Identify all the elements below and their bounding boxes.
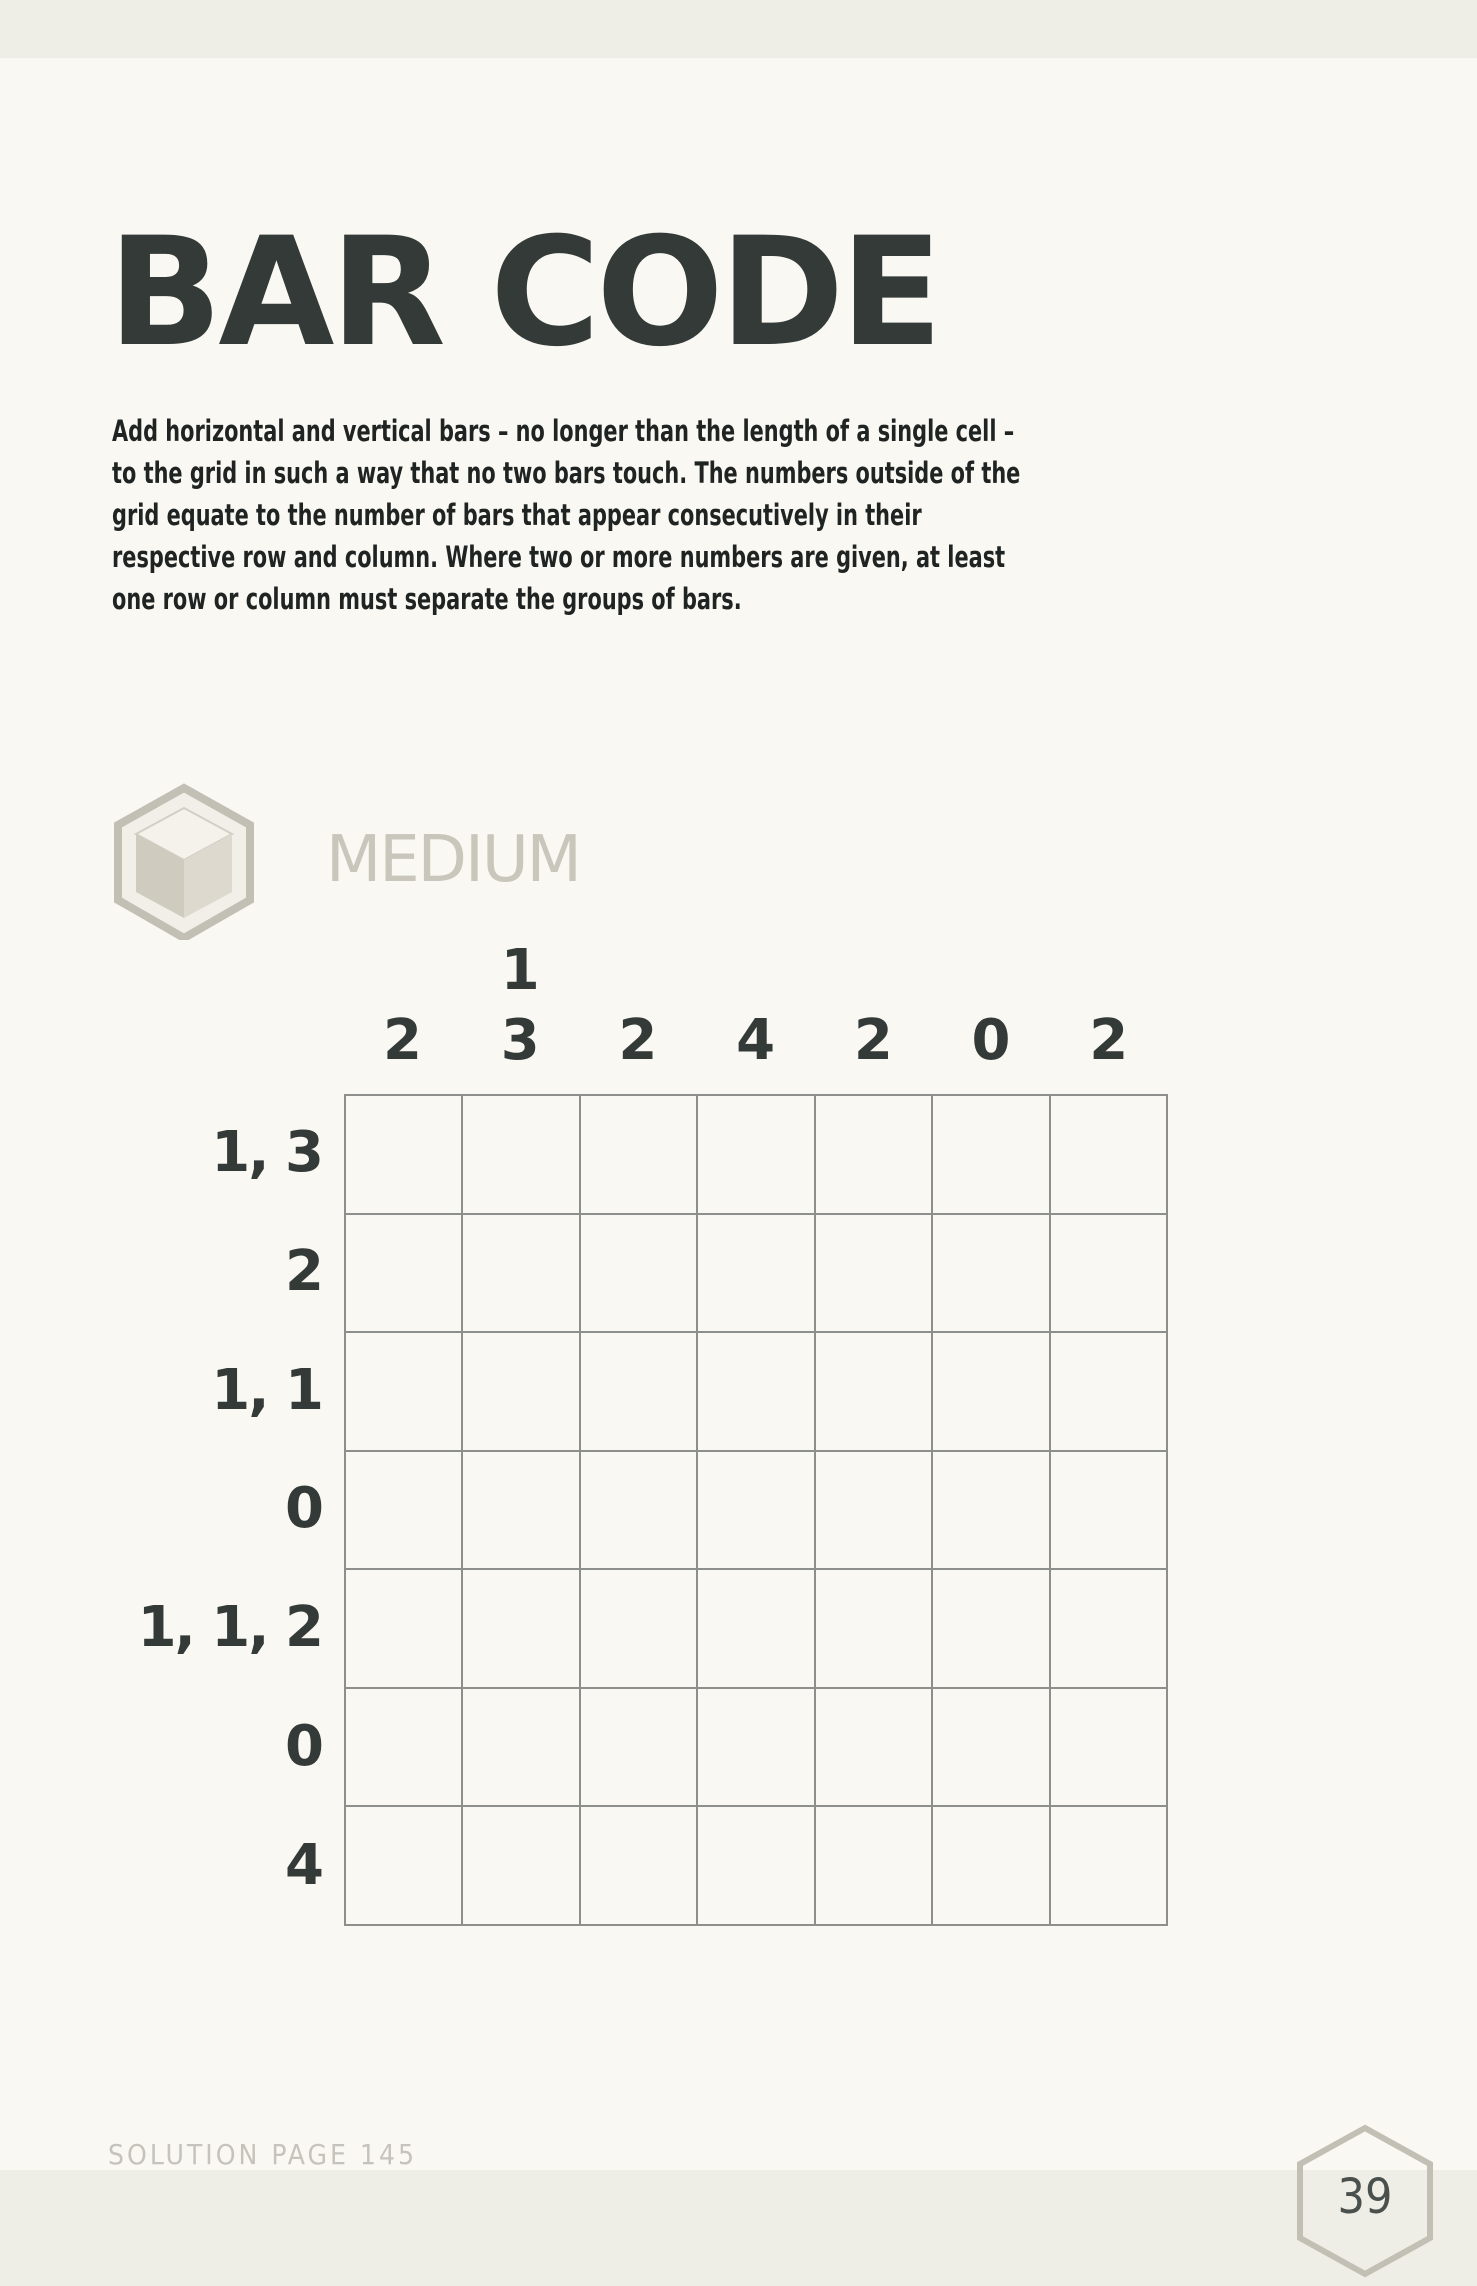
column-clue bbox=[933, 1006, 1050, 1076]
difficulty-label: MEDIUM bbox=[326, 823, 580, 897]
column-clue-number: 3 bbox=[500, 1008, 540, 1073]
solution-page-reference: SOLUTION PAGE 145 bbox=[108, 2138, 418, 2171]
grid-cell[interactable] bbox=[933, 1570, 1050, 1689]
grid-cell[interactable] bbox=[463, 1096, 580, 1215]
column-clue bbox=[579, 1006, 696, 1076]
grid-cell[interactable] bbox=[933, 1096, 1050, 1215]
row-clue: 0 bbox=[285, 1714, 322, 1779]
grid-cell[interactable] bbox=[1051, 1215, 1168, 1334]
grid-cell[interactable] bbox=[698, 1333, 815, 1452]
grid-cell[interactable] bbox=[581, 1689, 698, 1808]
grid-cell[interactable] bbox=[581, 1570, 698, 1689]
grid-cell[interactable] bbox=[463, 1570, 580, 1689]
grid-cell[interactable] bbox=[463, 1333, 580, 1452]
column-clue-number: 2 bbox=[853, 1008, 893, 1073]
grid-cell[interactable] bbox=[346, 1333, 463, 1452]
grid-cell[interactable] bbox=[816, 1807, 933, 1926]
grid-cell[interactable] bbox=[816, 1096, 933, 1215]
grid-cell[interactable] bbox=[346, 1689, 463, 1808]
grid-cell[interactable] bbox=[1051, 1807, 1168, 1926]
row-clue: 0 bbox=[285, 1476, 322, 1542]
cube-icon bbox=[108, 780, 268, 940]
grid-cell[interactable] bbox=[463, 1215, 580, 1334]
grid-cell[interactable] bbox=[581, 1452, 698, 1571]
grid-cell[interactable] bbox=[933, 1807, 1050, 1926]
grid-cell[interactable] bbox=[346, 1807, 463, 1926]
grid-cell[interactable] bbox=[698, 1096, 815, 1215]
puzzle-grid bbox=[344, 1094, 1168, 1926]
grid-cell[interactable] bbox=[1051, 1333, 1168, 1452]
grid-cell[interactable] bbox=[463, 1807, 580, 1926]
column-clue-number: 0 bbox=[971, 1008, 1011, 1073]
column-clue bbox=[1050, 1006, 1167, 1076]
grid-cell[interactable] bbox=[463, 1452, 580, 1571]
bottom-page-band bbox=[0, 2170, 1477, 2286]
grid-cell[interactable] bbox=[933, 1452, 1050, 1571]
column-clue-number: 2 bbox=[383, 1008, 422, 1073]
page-number-badge bbox=[1290, 2122, 1440, 2282]
grid-cell[interactable] bbox=[1051, 1096, 1168, 1215]
grid-cell[interactable] bbox=[346, 1452, 463, 1571]
grid-cell[interactable] bbox=[698, 1215, 815, 1334]
grid-cell[interactable] bbox=[463, 1689, 580, 1808]
top-page-band bbox=[0, 0, 1477, 58]
row-clue: 4 bbox=[285, 1832, 322, 1898]
grid-cell[interactable] bbox=[816, 1570, 933, 1689]
grid-cell[interactable] bbox=[698, 1570, 815, 1689]
grid-cell[interactable] bbox=[816, 1689, 933, 1808]
grid-cell[interactable] bbox=[346, 1215, 463, 1334]
puzzle-instructions: Add horizontal and vertical bars – no longer than the length of a single cell – to the grid in such a way that no two bars touch. The numbers outside of the grid equate to the number of bars that appear consecutively in their respective row and column. Where two or more numbers are given, at least one row or column must separate the groups of bars. bbox=[112, 414, 1021, 616]
grid-cell[interactable] bbox=[816, 1215, 933, 1334]
page-number: 39 bbox=[1337, 2169, 1393, 2225]
grid-cell[interactable] bbox=[816, 1452, 933, 1571]
row-clue: 1, 1 bbox=[211, 1357, 322, 1423]
column-clue-number: 4 bbox=[736, 1008, 776, 1073]
grid-cell[interactable] bbox=[346, 1570, 463, 1689]
column-clue bbox=[697, 1006, 814, 1076]
column-clue bbox=[344, 1006, 461, 1076]
grid-cell[interactable] bbox=[1051, 1570, 1168, 1689]
row-clue: 1, 3 bbox=[211, 1120, 322, 1185]
grid-cell[interactable] bbox=[816, 1333, 933, 1452]
grid-cell[interactable] bbox=[346, 1096, 463, 1215]
column-clue-number: 2 bbox=[1089, 1008, 1129, 1073]
column-clue bbox=[815, 1006, 932, 1076]
grid-cell[interactable] bbox=[581, 1333, 698, 1452]
grid-cell[interactable] bbox=[581, 1215, 698, 1334]
grid-cell[interactable] bbox=[933, 1333, 1050, 1452]
grid-cell[interactable] bbox=[698, 1452, 815, 1571]
row-clue: 2 bbox=[285, 1238, 322, 1304]
difficulty-indicator bbox=[108, 780, 808, 940]
column-clue bbox=[462, 936, 579, 1076]
grid-cell[interactable] bbox=[1051, 1689, 1168, 1808]
puzzle-title: BAR CODE bbox=[108, 206, 939, 380]
row-clue: 1, 1, 2 bbox=[137, 1595, 322, 1661]
grid-cell[interactable] bbox=[581, 1096, 698, 1215]
column-clue-number: 2 bbox=[618, 1008, 658, 1073]
grid-cell[interactable] bbox=[933, 1215, 1050, 1334]
column-clue-number: 1 bbox=[500, 938, 540, 1003]
grid-cell[interactable] bbox=[1051, 1452, 1168, 1571]
grid-cell[interactable] bbox=[698, 1807, 815, 1926]
grid-cell[interactable] bbox=[581, 1807, 698, 1926]
grid-cell[interactable] bbox=[698, 1689, 815, 1808]
grid-cell[interactable] bbox=[933, 1689, 1050, 1808]
